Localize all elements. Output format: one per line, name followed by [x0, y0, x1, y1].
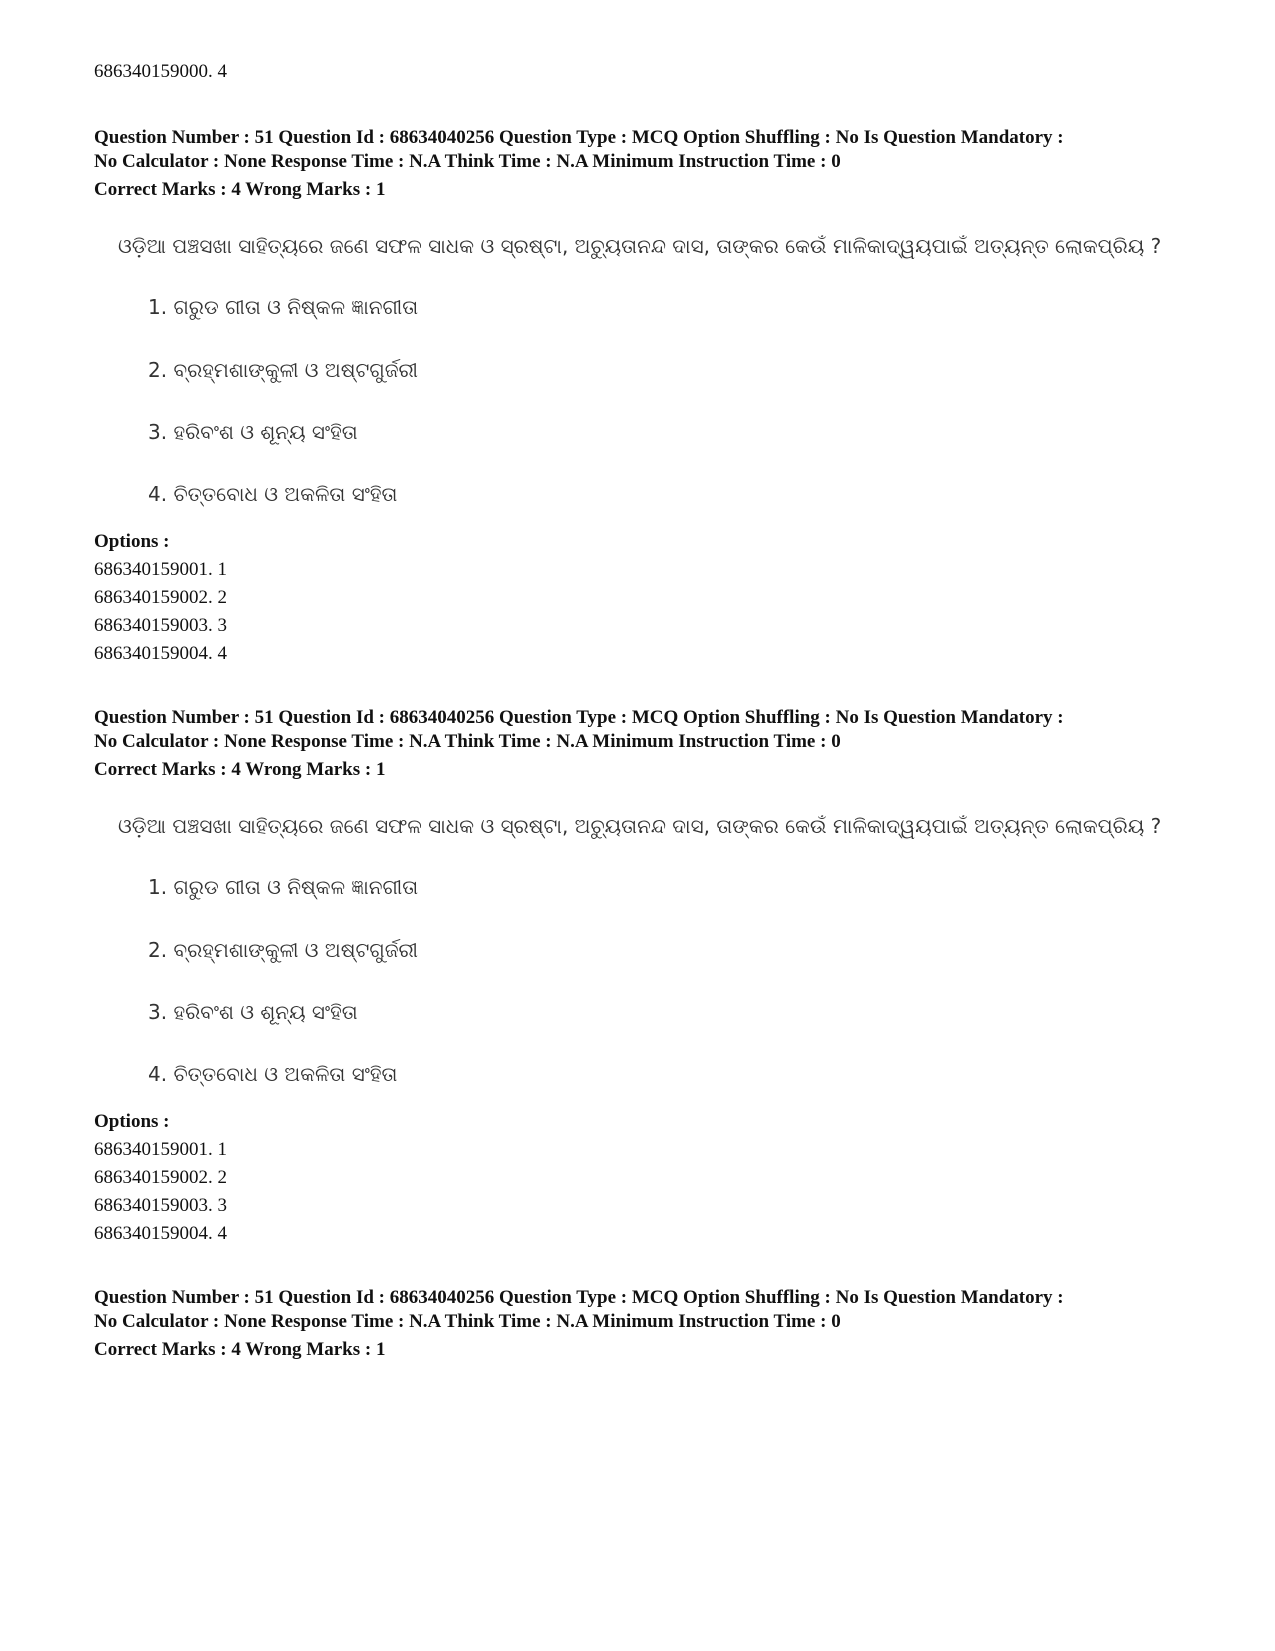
- question-meta-line-1: Question Number : 51 Question Id : 68634040256 Question Type : MCQ Option Shuffling : No Is Question Mandatory :: [94, 707, 1064, 728]
- question-meta-line-1: Question Number : 51 Question Id : 68634040256 Question Type : MCQ Option Shuffling : No Is Question Mandatory :: [94, 1287, 1064, 1308]
- question-meta-line-2: No Calculator : None Response Time : N.A Think Time : N.A Minimum Instruction Time : 0: [94, 151, 841, 172]
- options-label: Options :: [94, 1111, 170, 1132]
- marks-line: Correct Marks : 4 Wrong Marks : 1: [94, 759, 386, 780]
- option-line: 686340159001. 1: [94, 1139, 227, 1160]
- option-line: 686340159004. 4: [94, 1223, 227, 1244]
- choice-2: 2. ବ୍ରହ୍ମଶାଙ୍କୁଳୀ ଓ ଅଷ୍ଟଗୁର୍ଜରୀ: [148, 938, 419, 962]
- question-text: ଓଡ଼ିଆ ପଞ୍ଚସଖା ସାହିତ୍ୟରେ ଜଣେ ସଫଳ ସାଧକ ଓ ସ୍ରଷ୍ଟା, ଅଚ୍ୟୁତାନନ୍ଦ ଦାସ, ତାଙ୍କର କେଉଁ ମାଳିକାଦ୍ୱୟପାଇଁ ଅତ୍ୟନ୍ତ ଲୋକପ୍ରିୟ ?: [118, 814, 1162, 838]
- option-line: 686340159002. 2: [94, 587, 227, 608]
- choice-3: 3. ହରିବଂଶ ଓ ଶୂନ୍ୟ ସଂହିତା: [148, 420, 358, 444]
- question-text: ଓଡ଼ିଆ ପଞ୍ଚସଖା ସାହିତ୍ୟରେ ଜଣେ ସଫଳ ସାଧକ ଓ ସ୍ରଷ୍ଟା, ଅଚ୍ୟୁତାନନ୍ଦ ଦାସ, ତାଙ୍କର କେଉଁ ମାଳିକାଦ୍ୱୟପାଇଁ ଅତ୍ୟନ୍ତ ଲୋକପ୍ରିୟ ?: [118, 234, 1162, 258]
- question-meta-line-2: No Calculator : None Response Time : N.A Think Time : N.A Minimum Instruction Time : 0: [94, 1311, 841, 1332]
- choice-1: 1. ଗରୁଡ ଗୀତା ଓ ନିଷ୍କଳ ଜ୍ଞାନଗୀତା: [148, 875, 419, 899]
- option-line: 686340159003. 3: [94, 1195, 227, 1216]
- question-meta-line-1: Question Number : 51 Question Id : 68634040256 Question Type : MCQ Option Shuffling : No Is Question Mandatory :: [94, 127, 1064, 148]
- marks-line: Correct Marks : 4 Wrong Marks : 1: [94, 1339, 386, 1360]
- choice-2: 2. ବ୍ରହ୍ମଶାଙ୍କୁଳୀ ଓ ଅଷ୍ଟଗୁର୍ଜରୀ: [148, 358, 419, 382]
- choice-4: 4. ଚିତ୍ତବୋଧ ଓ ଅକଳିତା ସଂହିତା: [148, 1062, 398, 1086]
- option-line: 686340159003. 3: [94, 615, 227, 636]
- option-line: 686340159001. 1: [94, 559, 227, 580]
- choice-4: 4. ଚିତ୍ତବୋଧ ଓ ଅକଳିତା ସଂହିତା: [148, 482, 398, 506]
- option-line: 686340159000. 4: [94, 61, 227, 82]
- choice-3: 3. ହରିବଂଶ ଓ ଶୂନ୍ୟ ସଂହିତା: [148, 1000, 358, 1024]
- option-line: 686340159004. 4: [94, 643, 227, 664]
- options-label: Options :: [94, 531, 170, 552]
- choice-1: 1. ଗରୁଡ ଗୀତା ଓ ନିଷ୍କଳ ଜ୍ଞାନଗୀତା: [148, 295, 419, 319]
- marks-line: Correct Marks : 4 Wrong Marks : 1: [94, 179, 386, 200]
- option-line: 686340159002. 2: [94, 1167, 227, 1188]
- question-meta-line-2: No Calculator : None Response Time : N.A Think Time : N.A Minimum Instruction Time : 0: [94, 731, 841, 752]
